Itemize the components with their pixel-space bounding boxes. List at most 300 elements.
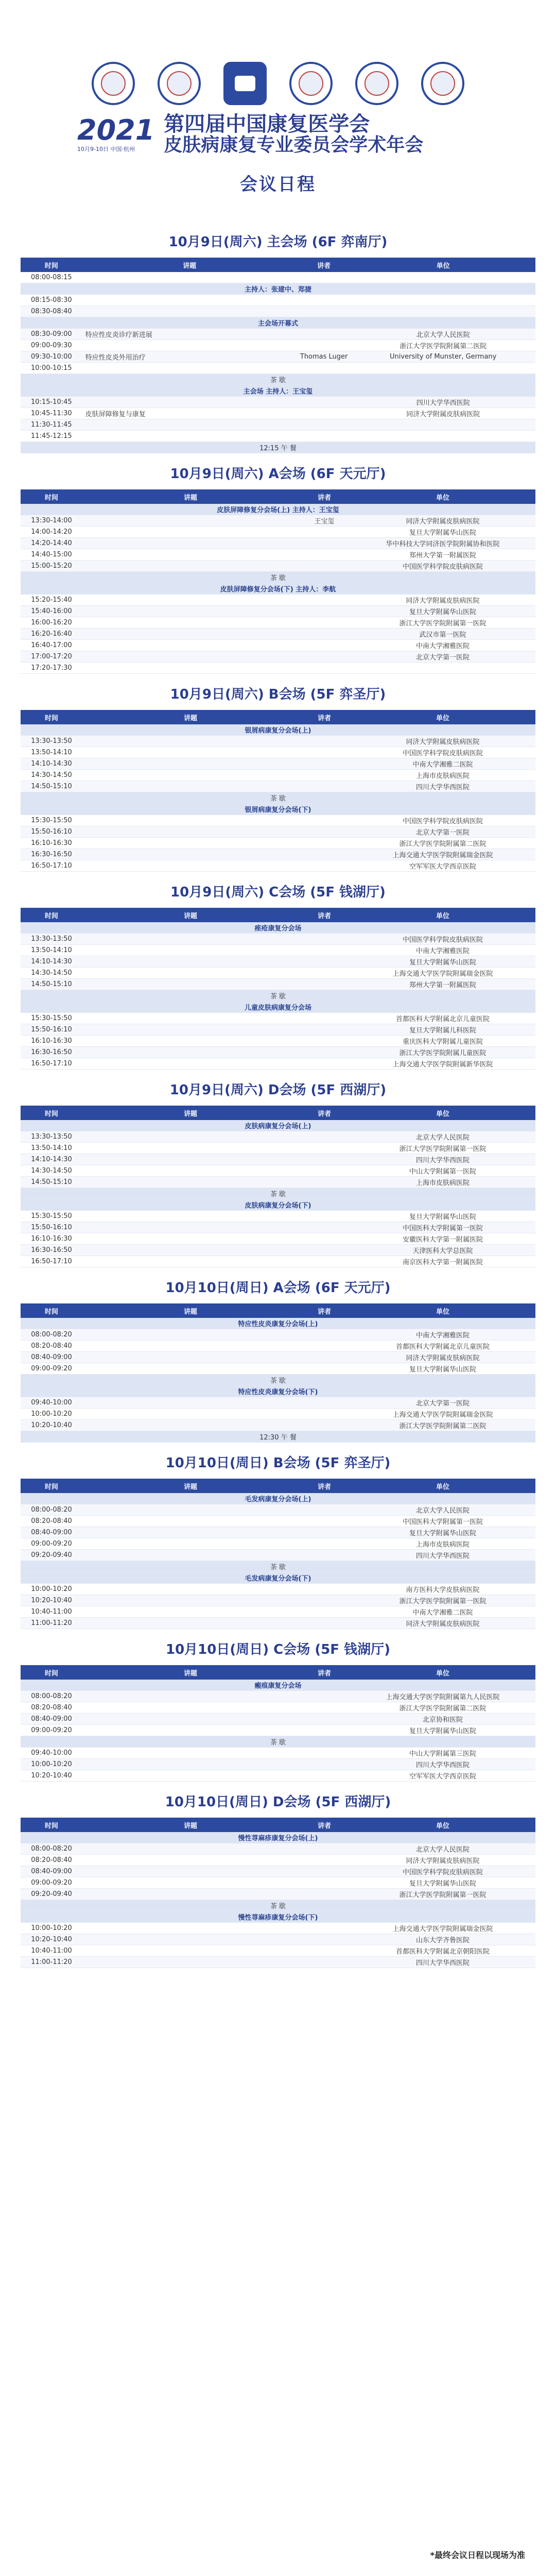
table-row <box>21 595 535 606</box>
column-header: 时间 <box>21 1479 82 1493</box>
time-cell: 09:40-10:00 <box>21 1748 82 1759</box>
table-row <box>21 770 535 781</box>
speaker-cell <box>299 1538 350 1550</box>
session-label: 银屑病康复分会场(下) <box>21 804 535 815</box>
org-cell: 中南大学湘雅二医院 <box>350 1606 535 1618</box>
topic-cell <box>82 1934 299 1945</box>
org-cell: 上海交通大学医学院附属瑞金医院 <box>350 849 535 860</box>
time-cell: 13:30-13:50 <box>21 736 82 747</box>
session-label: 痤疮康复分会场 <box>21 922 535 934</box>
session-label: 特应性皮炎康复分会场(上) <box>21 1318 535 1329</box>
org-cell: 北京大学第一医院 <box>350 826 535 838</box>
table-row <box>21 408 535 419</box>
org-cell: 四川大学华西医院 <box>350 1154 535 1165</box>
session-header-row <box>21 283 535 295</box>
time-cell: 08:00-08:15 <box>21 272 82 283</box>
column-header: 时间 <box>21 489 82 504</box>
speaker-cell <box>299 561 350 572</box>
org-cell: 四川大学华西医院 <box>350 1759 535 1770</box>
association-logo-2 <box>158 62 201 105</box>
session-header-row <box>21 1911 535 1923</box>
break-label: 茶 歇 <box>21 1561 535 1572</box>
table-row <box>21 1606 535 1618</box>
topic-cell <box>82 1058 299 1070</box>
topic-cell <box>82 1691 299 1702</box>
conference-title <box>77 113 489 156</box>
topic-cell <box>82 527 299 538</box>
column-header: 单位 <box>350 1106 535 1120</box>
org-cell: 空军军医大学西京医院 <box>350 1770 535 1782</box>
table-header <box>21 1818 535 1832</box>
session-header-row <box>21 1120 535 1131</box>
logo-row <box>0 62 556 105</box>
topic-cell <box>82 1143 299 1154</box>
speaker-cell <box>299 1550 350 1561</box>
speaker-cell <box>299 1397 350 1409</box>
topic-cell <box>82 1527 299 1538</box>
column-header: 讲者 <box>299 1665 350 1680</box>
speaker-cell <box>299 1934 350 1945</box>
time-cell: 10:40-11:00 <box>21 1945 82 1957</box>
org-cell: 复旦大学附属华山医院 <box>350 1211 535 1222</box>
topic-cell <box>82 736 299 747</box>
time-cell: 14:30-14:50 <box>21 968 82 979</box>
time-cell: 16:00-16:20 <box>21 617 82 629</box>
speaker-cell <box>299 1843 350 1855</box>
time-cell: 15:50-16:10 <box>21 1222 82 1233</box>
speaker-cell <box>299 826 350 838</box>
table-row <box>21 1058 535 1070</box>
speaker-cell <box>299 538 350 549</box>
topic-cell <box>82 860 299 872</box>
org-cell: 同济大学附属皮肤病医院 <box>350 515 535 527</box>
time-cell: 08:40-09:00 <box>21 1714 82 1725</box>
topic-cell <box>82 1889 299 1900</box>
session-header-row <box>21 583 535 595</box>
org-cell: 浙江大学医学院附属第二医院 <box>350 1420 535 1431</box>
org-cell: 上海交通大学医学院附属第九人民医院 <box>350 1691 535 1702</box>
table-row <box>21 826 535 838</box>
break-row <box>21 990 535 1002</box>
table-row <box>21 561 535 572</box>
time-cell: 10:00-10:15 <box>21 363 82 374</box>
speaker-cell <box>297 340 351 351</box>
topic-cell <box>82 1595 299 1606</box>
agenda-section <box>21 877 535 1070</box>
speaker-cell <box>299 1945 350 1957</box>
hospital-logo <box>289 62 333 105</box>
time-cell: 16:30-16:50 <box>21 849 82 860</box>
break-row <box>21 572 535 583</box>
session-header-row <box>21 317 535 329</box>
column-header: 讲题 <box>82 489 299 504</box>
time-cell: 13:30-13:50 <box>21 934 82 945</box>
agenda-section <box>21 1075 535 1267</box>
time-cell: 10:20-10:40 <box>21 1770 82 1782</box>
time-cell: 15:50-16:10 <box>21 1024 82 1036</box>
speaker-cell <box>297 306 351 317</box>
break-label: 茶 歇 <box>21 1736 535 1748</box>
org-cell: 中南大学湘雅医院 <box>350 945 535 956</box>
time-cell: 10:15-10:45 <box>21 397 82 408</box>
break-row <box>21 1900 535 1911</box>
time-cell: 10:20-10:40 <box>21 1595 82 1606</box>
table-row <box>21 397 535 408</box>
speaker-cell <box>299 849 350 860</box>
break-row <box>21 1431 535 1443</box>
topic-cell <box>82 629 299 640</box>
table-row <box>21 945 535 956</box>
table-row <box>21 606 535 617</box>
section-title: 10月9日(周六) D会场 (5F 西湖厅) <box>169 1082 387 1098</box>
speaker-cell <box>299 1329 350 1341</box>
org-cell: 中国医学科学院皮肤病医院 <box>350 1866 535 1877</box>
topic-cell <box>82 1177 299 1188</box>
speaker-cell <box>299 606 350 617</box>
org-cell: 中山大学附属第三医院 <box>350 1748 535 1759</box>
org-cell: 南方医科大学皮肤病医院 <box>350 1584 535 1595</box>
speaker-cell <box>299 1691 350 1702</box>
table-row <box>21 838 535 849</box>
table-row <box>21 758 535 770</box>
topic-cell <box>82 640 299 651</box>
topic-cell <box>82 1877 299 1889</box>
speaker-cell <box>299 1222 350 1233</box>
table-row <box>21 860 535 872</box>
speaker-cell <box>297 295 351 306</box>
topic-cell <box>82 1855 299 1866</box>
topic-cell <box>82 770 299 781</box>
speaker-cell: Thomas Luger <box>297 351 351 363</box>
schedule-table <box>21 908 535 1070</box>
speaker-cell <box>299 1770 350 1782</box>
session-label: 银屑病康复分会场(上) <box>21 724 535 736</box>
topic-cell: 特应性皮炎诊疗新进展 <box>82 329 297 340</box>
session-label: 主会场开幕式 <box>21 317 535 329</box>
org-cell: 中山大学附属第一医院 <box>350 1165 535 1177</box>
topic-cell <box>82 538 299 549</box>
table-row <box>21 1934 535 1945</box>
column-header: 时间 <box>21 1818 82 1832</box>
speaker-cell <box>299 945 350 956</box>
topic-cell <box>82 1256 299 1267</box>
column-header: 时间 <box>21 1665 82 1680</box>
column-header: 单位 <box>350 710 535 724</box>
org-cell: 天津医科大学总医院 <box>350 1245 535 1256</box>
topic-cell: 特应性皮炎外用治疗 <box>82 351 297 363</box>
column-header: 讲者 <box>299 1303 350 1318</box>
speaker-cell <box>299 934 350 945</box>
break-label: 茶 歇 <box>21 1188 535 1199</box>
table-row <box>21 1691 535 1702</box>
speaker-cell <box>299 1409 350 1420</box>
topic-cell <box>82 1957 299 1968</box>
org-cell: 上海市皮肤病医院 <box>350 1538 535 1550</box>
speaker-cell <box>299 651 350 663</box>
table-row <box>21 736 535 747</box>
speaker-cell <box>299 1855 350 1866</box>
time-cell: 15:30-15:50 <box>21 815 82 826</box>
session-header-row <box>21 1680 535 1691</box>
org-cell: 中国医学科学院皮肤病医院 <box>350 561 535 572</box>
schedule-table <box>21 1818 535 1968</box>
table-row <box>21 419 535 431</box>
society-logo <box>355 62 398 105</box>
break-label: 茶 歇 <box>21 572 535 583</box>
topic-cell <box>82 1409 299 1420</box>
topic-cell <box>82 1538 299 1550</box>
break-label: 12:30 午 餐 <box>21 1431 535 1443</box>
topic-cell <box>82 549 299 561</box>
speaker-cell <box>299 1957 350 1968</box>
session-header-row <box>21 804 535 815</box>
speaker-cell <box>299 1233 350 1245</box>
session-header-row <box>21 504 535 515</box>
time-cell: 08:20-08:40 <box>21 1341 82 1352</box>
session-label: 毛发病康复分会场(下) <box>21 1572 535 1584</box>
topic-cell <box>82 306 297 317</box>
time-cell: 13:50-14:10 <box>21 747 82 758</box>
org-cell: 同济大学附属皮肤病医院 <box>350 595 535 606</box>
speaker-cell <box>299 1420 350 1431</box>
break-label: 茶 歇 <box>21 990 535 1002</box>
org-cell: 复旦大学附属儿科医院 <box>350 1024 535 1036</box>
org-cell: 南京医科大学第一附属医院 <box>350 1256 535 1267</box>
session-label: 特应性皮炎康复分会场(下) <box>21 1386 535 1397</box>
topic-cell <box>82 1222 299 1233</box>
org-cell: 上海交通大学医学院附属瑞金医院 <box>350 968 535 979</box>
break-row <box>21 1561 535 1572</box>
table-row <box>21 1538 535 1550</box>
org-cell: 复旦大学附属华山医院 <box>350 1877 535 1889</box>
speaker-cell <box>299 1013 350 1024</box>
org-cell: 北京大学人民医院 <box>350 1843 535 1855</box>
org-cell: University of Munster, Germany <box>351 351 535 363</box>
time-cell: 14:10-14:30 <box>21 1154 82 1165</box>
topic-cell <box>82 272 297 283</box>
speaker-cell <box>299 1131 350 1143</box>
time-cell: 09:30-10:00 <box>21 351 82 363</box>
session-header-row <box>21 1386 535 1397</box>
speaker-cell <box>297 419 351 431</box>
table-row <box>21 956 535 968</box>
time-cell: 13:50-14:10 <box>21 1143 82 1154</box>
speaker-cell <box>299 1877 350 1889</box>
table-row <box>21 629 535 640</box>
time-cell: 08:30-08:40 <box>21 306 82 317</box>
table-row <box>21 1013 535 1024</box>
table-row <box>21 363 535 374</box>
time-cell: 13:30-13:50 <box>21 1131 82 1143</box>
org-cell: 中国医科大学附属第一医院 <box>350 1516 535 1527</box>
table-row <box>21 1341 535 1352</box>
column-header: 时间 <box>21 710 82 724</box>
time-cell: 14:00-14:20 <box>21 527 82 538</box>
session-label: 主会场 主持人：王宝玺 <box>21 385 535 397</box>
topic-cell <box>82 838 299 849</box>
time-cell: 08:00-08:20 <box>21 1691 82 1702</box>
speaker-cell <box>299 617 350 629</box>
university-logo <box>421 62 464 105</box>
time-cell: 08:20-08:40 <box>21 1702 82 1714</box>
session-header-row <box>21 1002 535 1013</box>
org-cell: 郑州大学第一附属医院 <box>350 979 535 990</box>
time-cell: 10:00-10:20 <box>21 1584 82 1595</box>
org-cell: 四川大学华西医院 <box>350 781 535 792</box>
topic-cell <box>82 849 299 860</box>
section-title: 10月9日(周六) A会场 (6F 天元厅) <box>170 466 386 482</box>
column-header: 讲者 <box>299 1106 350 1120</box>
speaker-cell <box>299 1584 350 1595</box>
time-cell: 15:30-15:50 <box>21 1211 82 1222</box>
table-row <box>21 431 535 442</box>
table-row <box>21 1618 535 1629</box>
org-cell: 同济大学附属皮肤病医院 <box>350 1618 535 1629</box>
speaker-cell <box>299 968 350 979</box>
topic-cell <box>82 1341 299 1352</box>
table-row <box>21 1504 535 1516</box>
topic-cell <box>82 515 299 527</box>
table-row <box>21 617 535 629</box>
org-cell <box>350 663 535 674</box>
org-cell: 空军军医大学西京医院 <box>350 860 535 872</box>
speaker-cell <box>299 549 350 561</box>
column-header: 讲题 <box>82 1818 299 1832</box>
table-row <box>21 1877 535 1889</box>
table-row <box>21 1527 535 1538</box>
table-row <box>21 1770 535 1782</box>
topic-cell <box>82 747 299 758</box>
org-cell: 中南大学湘雅二医院 <box>350 758 535 770</box>
table-row <box>21 1245 535 1256</box>
time-cell: 09:40-10:00 <box>21 1397 82 1409</box>
session-header-row <box>21 922 535 934</box>
break-row <box>21 442 535 453</box>
org-cell: 郑州大学第一附属医院 <box>350 549 535 561</box>
speaker-cell <box>299 640 350 651</box>
org-cell <box>351 419 535 431</box>
break-row <box>21 1188 535 1199</box>
topic-cell <box>82 979 299 990</box>
topic-cell <box>82 1245 299 1256</box>
org-cell: 山东大学齐鲁医院 <box>350 1934 535 1945</box>
org-cell: 浙江大学医学院附属第二医院 <box>350 838 535 849</box>
speaker-cell <box>299 758 350 770</box>
topic-cell <box>82 606 299 617</box>
column-header: 讲者 <box>299 489 350 504</box>
table-row <box>21 1143 535 1154</box>
time-cell: 11:00-11:20 <box>21 1957 82 1968</box>
topic-cell <box>82 1131 299 1143</box>
table-row <box>21 1945 535 1957</box>
table-row <box>21 640 535 651</box>
topic-cell <box>82 295 297 306</box>
topic-cell <box>82 1211 299 1222</box>
session-label: 慢性荨麻疹康复分会场(上) <box>21 1832 535 1843</box>
speaker-cell <box>299 1211 350 1222</box>
topic-cell <box>82 1397 299 1409</box>
session-header-row <box>21 1318 535 1329</box>
topic-cell <box>82 1165 299 1177</box>
agenda-section <box>21 1787 535 1968</box>
column-header: 讲题 <box>82 710 299 724</box>
table-row <box>21 515 535 527</box>
speaker-cell <box>299 1058 350 1070</box>
time-cell: 11:45-12:15 <box>21 431 82 442</box>
time-cell: 17:00-17:20 <box>21 651 82 663</box>
topic-cell <box>82 968 299 979</box>
agenda-section <box>21 1634 535 1782</box>
speaker-cell <box>297 408 351 419</box>
table-row <box>21 1702 535 1714</box>
schedule-table <box>21 1479 535 1629</box>
org-cell: 首都医科大学附属北京儿童医院 <box>350 1341 535 1352</box>
session-label: 毛发病康复分会场(上) <box>21 1493 535 1504</box>
speaker-cell <box>299 1363 350 1375</box>
table-row <box>21 1256 535 1267</box>
agenda-section <box>21 1448 535 1629</box>
column-header: 单位 <box>350 1665 535 1680</box>
table-row <box>21 1397 535 1409</box>
table-row <box>21 1352 535 1363</box>
speaker-cell <box>299 1245 350 1256</box>
org-cell: 中南大学湘雅医院 <box>350 640 535 651</box>
topic-cell <box>82 651 299 663</box>
time-cell: 08:40-09:00 <box>21 1866 82 1877</box>
time-cell: 16:30-16:50 <box>21 1245 82 1256</box>
table-row <box>21 1165 535 1177</box>
table-row <box>21 272 535 283</box>
table-row <box>21 1714 535 1725</box>
time-cell: 08:00-08:20 <box>21 1504 82 1516</box>
time-cell: 08:20-08:40 <box>21 1516 82 1527</box>
topic-cell <box>82 397 297 408</box>
schedule-table <box>21 710 535 872</box>
time-cell: 08:30-09:00 <box>21 329 82 340</box>
column-header: 讲者 <box>299 1818 350 1832</box>
org-cell: 同济大学附属皮肤病医院 <box>350 1352 535 1363</box>
org-cell: 中国医学科学院皮肤病医院 <box>350 747 535 758</box>
speaker-cell <box>299 815 350 826</box>
column-header: 讲者 <box>299 710 350 724</box>
time-cell: 10:00-10:20 <box>21 1409 82 1420</box>
zhejiang-logo <box>223 62 267 105</box>
break-label: 茶 歇 <box>21 792 535 804</box>
topic-cell <box>82 1843 299 1855</box>
table-row <box>21 1363 535 1375</box>
topic-cell <box>82 1748 299 1759</box>
org-cell: 首都医科大学附属北京朝阳医院 <box>350 1945 535 1957</box>
column-header: 单位 <box>351 258 535 272</box>
schedule-table <box>21 1303 535 1443</box>
org-cell: 浙江大学医学院附属第一医院 <box>350 1143 535 1154</box>
topic-cell <box>82 1516 299 1527</box>
org-cell: 四川大学华西医院 <box>351 397 535 408</box>
time-cell: 10:45-11:30 <box>21 408 82 419</box>
table-header <box>21 1479 535 1493</box>
table-row <box>21 340 535 351</box>
topic-cell <box>82 1866 299 1877</box>
topic-cell <box>82 1154 299 1165</box>
table-row <box>21 1036 535 1047</box>
org-cell: 四川大学华西医院 <box>350 1957 535 1968</box>
time-cell: 11:30-11:45 <box>21 419 82 431</box>
speaker-cell <box>299 1714 350 1725</box>
speaker-cell <box>299 1595 350 1606</box>
topic-cell <box>82 1923 299 1934</box>
time-cell: 14:20-14:40 <box>21 538 82 549</box>
time-cell: 15:20-15:40 <box>21 595 82 606</box>
